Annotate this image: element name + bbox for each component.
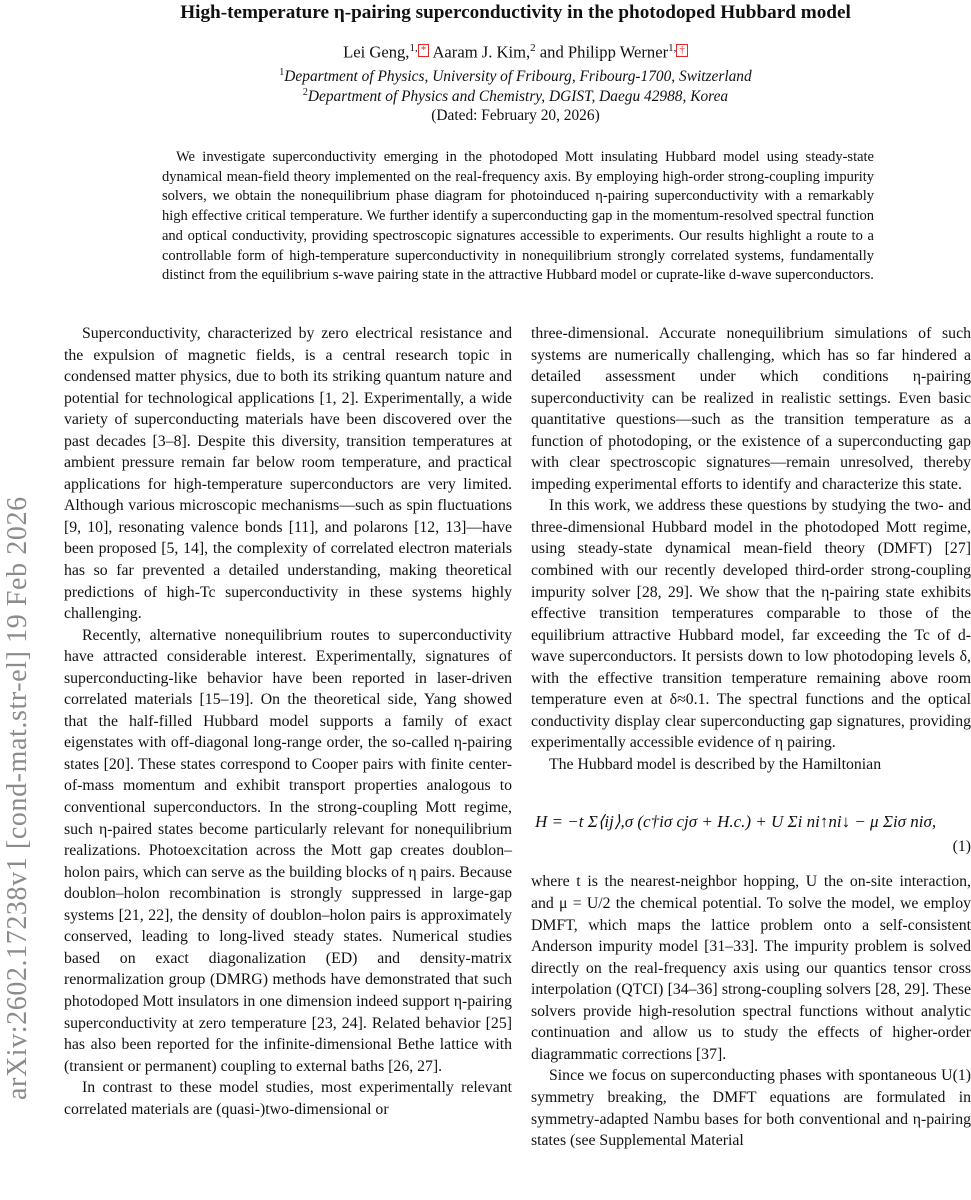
affiliation-2 (80, 87, 951, 106)
affiliation-1-num: 1 (279, 67, 285, 78)
affiliation-2-text: Department of Physics and Chemistry, DGIST, Daegu 42988, Korea (307, 88, 729, 106)
body-paragraph-3: The Hubbard model is described by the Hamiltonian (549, 755, 882, 773)
author-3-footnote-link[interactable]: † (676, 44, 688, 57)
body-paragraph-1: three-dimensional. Accurate nonequilibrium simulations of such systems are numerically challenging, which has so far hindered a detailed assessment under which conditions η-pairing superconductivity can be realized in realistic settings. Even basic quantitative questions—such as the transition temperature as a function of photodoping, or the existence of a superconducting gap with clear spectroscopic signatures—remain unresolved, thereby impeding experimental efforts to identify and characterize this state. (531, 325, 971, 493)
hamiltonian-equation (531, 789, 971, 869)
abstract: We investigate superconductivity emerging in the photodoped Mott insulating Hubbard model using steady-state dynamical mean-field theory implemented on the real-frequency axis. By employing high-order strong-coupling impurity solvers, we obtain the nonequilibrium phase diagram for photoinduced η-pairing superconductivity with a remarkably high effective critical temperature. We further identify a superconducting gap in the momentum-resolved spectral function and optical conductivity, providing spectroscopic signatures accessible to experiments. Our results highlight a route to a controllable form of high-temperature superconductivity in nonequilibrium strongly correlated systems, fundamentally distinct from the equilibrium s-wave pairing state in the attractive Hubbard model or cuprate-like d-wave superconductors. (162, 149, 874, 284)
dated-line: (Dated: February 20, 2026) (431, 107, 600, 124)
body-paragraph-4: where t is the nearest-neighbor hopping, U the on-site interaction, and μ = U/2 the chemical potential. To solve the model, we employ DMFT, which maps the lattice problem onto a self-consistent Anderson impurity model [31–33]. The impurity problem is solved directly on the real-frequency axis using our quantics tensor cross interpolation (QTCI) [34–36] strong-coupling solvers [28, 29]. These solvers provide high-resolution spectral functions without analytic continuation and allow us to study the effects of higher-order diagrammatic corrections [37]. (531, 873, 971, 1063)
author-2: Aaram J. Kim, (429, 42, 531, 62)
right-column (531, 323, 971, 1152)
equation-number: (1) (952, 838, 971, 856)
body-paragraph-5: Since we focus on superconducting phases with spontaneous U(1) symmetry breaking, the DMFT equations are formulated in symmetry-adapted Nambu bases for both conventional and η-pairing states (see Supplemental Material (531, 1067, 971, 1150)
affiliation-2-num: 2 (302, 87, 308, 98)
intro-paragraph-2: Recently, alternative nonequilibrium routes to superconductivity have attracted considerable interest. Experimentally, signatures of superconducting-like behavior have been reported in laser-driven correlated materials [15–19]. On the theoretical side, Yang showed that the half-filled Hubbard model supports a family of exact eigenstates with off-diagonal long-range order, the so-called η-pairing states [20]. These states correspond to Cooper pairs with finite center-of-mass momentum and exhibit transport properties analogous to conventional superconductors. In the strong-coupling Mott regime, such η-paired states become particularly relevant for nonequilibrium realizations. Photoexcitation across the Mott gap creates doublon–holon pairs, which can serve as the building blocks of η pairs. Because doublon–holon recombination is strongly suppressed in large-gap systems [21, 22], the density of doublon–holon pairs is approximately conserved, leading to long-lived steady states. Numerical studies based on exact diagonalization (ED) and density-matrix renormalization group (DMRG) methods have demonstrated that such photodoped Mott insulators in one dimension indeed support η-pairing superconductivity at zero temperature [23, 24]. Related behavior [25] has also been reported for the infinite-dimensional Bethe lattice with (transient or permanent) coupling to external baths [26, 27]. (64, 626, 512, 1075)
author-1-affil: 1, (409, 42, 418, 54)
author-3: and Philipp Werner (535, 42, 669, 62)
body-paragraph-2: In this work, we address these questions by studying the two- and three-dimensional Hubbard model in the photodoped Mott regime, using steady-state dynamical mean-field theory (DMFT) [27] combined with our recently developed third-order strong-coupling impurity solver [28, 29]. We show that the η-pairing state exhibits effective transition temperatures comparable to those of the equilibrium attractive Hubbard model, far exceeding the Tc of d-wave superconductors. It persists down to low photodoping levels δ, with the effective transition temperature remaining above room temperature even at δ≈0.1. The spectral functions and the optical conductivity display clear superconducting gap signatures, providing experimentally accessible evidence of η pairing. (531, 497, 971, 752)
affiliation-1-text: Department of Physics, University of Fribourg, Fribourg-1700, Switzerland (284, 68, 752, 86)
equation-text: H = −t Σ⟨ij⟩,σ (c†iσ cjσ + H.c.) + U Σi ni↑ni↓ − μ Σiσ niσ, (535, 812, 937, 832)
affiliation-1 (80, 67, 951, 86)
left-column (64, 323, 512, 1120)
author-3-affil: 1, (668, 42, 677, 54)
intro-paragraph-3: In contrast to these model studies, most experimentally relevant correlated materials are (quasi-)two-dimensional or (64, 1079, 512, 1118)
paper-title: High-temperature η-pairing superconductivity in the photodoped Hubbard model (180, 2, 851, 23)
author-1: Lei Geng, (343, 42, 410, 62)
arxiv-stamp: arXiv:2602.17238v1 [cond-mat.str-el] 19 Feb 2026 (2, 496, 33, 1100)
intro-paragraph-1: Superconductivity, characterized by zero electrical resistance and the expulsion of magnetic fields, is a central research topic in condensed matter physics, due to both its striking quantum nature and potential for technological applications [1, 2]. Experimentally, a wide variety of superconducting materials have been discovered over the past decades [3–8]. Despite this diversity, transition temperatures at ambient pressure remain far below room temperature, and practical applications for high-temperature superconductors are very limited. Although various microscopic mechanisms—such as spin fluctuations [9, 10], resonating valence bonds [11], and polarons [12, 13]—have been proposed [5, 14], the complexity of correlated electron materials has so far prevented a detailed understanding, making theoretical predictions of high-Tc superconductivity in these systems highly challenging. (64, 325, 512, 623)
equation-graphic (531, 789, 971, 869)
author-2-affil: 2 (530, 42, 536, 54)
author-1-footnote-link[interactable]: * (418, 44, 430, 57)
author-list (80, 42, 951, 63)
